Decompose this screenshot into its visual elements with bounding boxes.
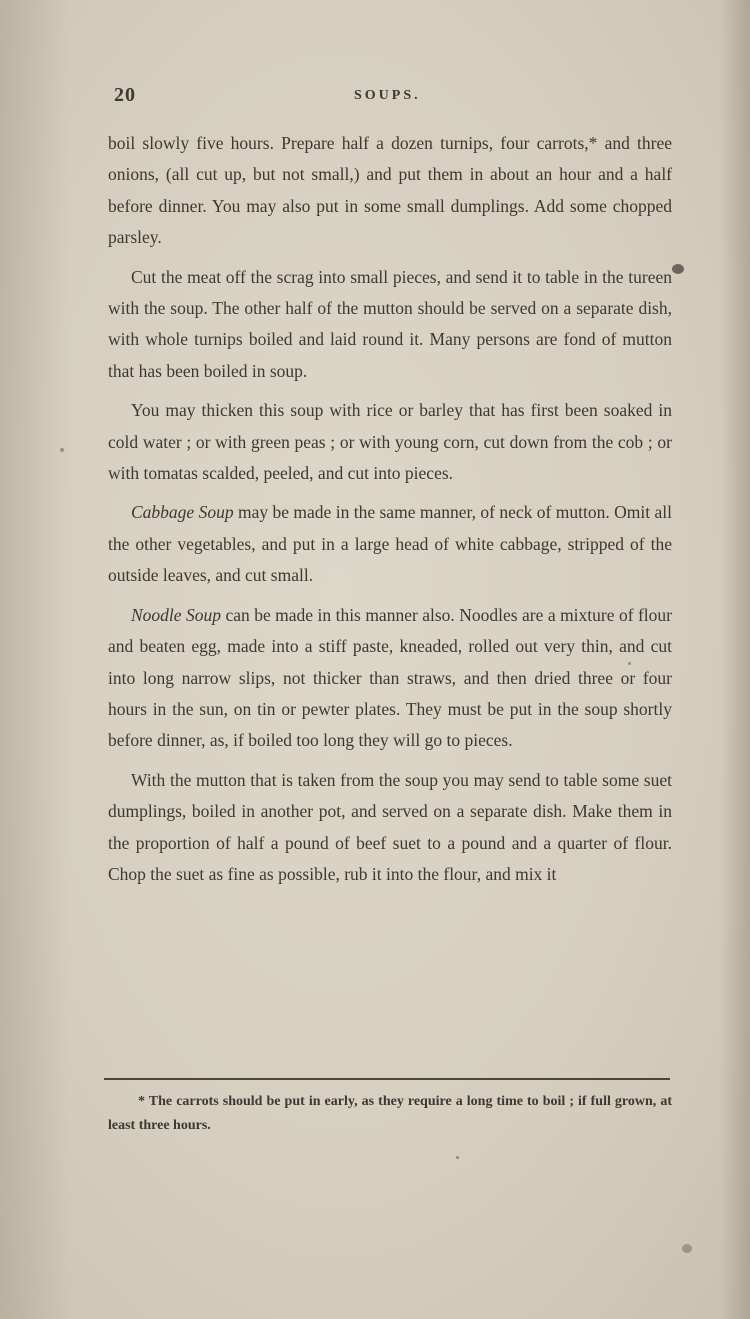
paper-speck — [60, 448, 64, 452]
paper-speck — [456, 1156, 459, 1159]
paragraph-1-line-2: carrots,* and three onions, (all cut up, but not small,) and put — [108, 133, 673, 185]
footnote — [108, 1090, 672, 1138]
paragraph-5 — [108, 600, 672, 757]
paragraph-5-text: can be made in this manner also. Noodles are a mixture of flour and beaten egg, made into a stiff paste, kneaded, rolled out very thin, and cut into long narrow slips, not thicker than straws, and then dried three or four hours in the sun, on tin or pewter plates. They must be put in the soup shortly before dinner, as, if boiled too long they will go to pieces. — [108, 604, 672, 751]
paragraph-2: Cut the meat off the scrag into small pieces, and send it to table in the tureen with the soup. The other half of the mutton should be served on a separate dish, with whole turnips boiled and laid round it. Many persons are fond of mutton that has been boiled in soup. — [108, 266, 672, 381]
paper-speck — [628, 662, 631, 665]
body-text — [108, 128, 672, 890]
recipe-title-cabbage-soup: Cabbage Soup — [131, 502, 234, 523]
paper-spot — [682, 1244, 692, 1253]
recipe-title-noodle-soup: Noodle Soup — [131, 604, 222, 625]
paragraph-1-line-5: parsley. — [108, 227, 162, 248]
paragraph-6: With the mutton that is taken from the soup you may send to table some suet dumplings, boiled in another pot, and served on a separate dish. Make them in the proportion of half a pound of beef suet to a pound and a quarter of flour. Chop the suet as fine as possible, rub it into the flour, and mix it — [108, 769, 672, 884]
footnote-rule — [104, 1078, 670, 1080]
running-head: SOUPS. — [354, 88, 421, 103]
paragraph-3: You may thicken this soup with rice or barley that has first been soaked in cold water ; or with green peas ; or with young corn, cut down from the cob ; or with tomatas scalded, peeled, and cut into pieces. — [108, 400, 672, 484]
paragraph-1-line-4: also put in some small dumplings. Add some chopped — [282, 195, 673, 216]
page-number: 20 — [114, 84, 136, 106]
paragraph-1-line-1: boil slowly five hours. Prepare half a dozen turnips, four — [108, 133, 530, 153]
footnote-text: * The carrots should be put in early, as they require a long time to boil ; if full grown, at least three hours. — [108, 1094, 672, 1133]
paragraph-4 — [108, 497, 672, 591]
paragraph-1 — [108, 128, 672, 254]
paragraph-1-line-3: them in about an hour and a half before dinner. You may — [108, 164, 673, 216]
ink-spot — [672, 264, 684, 274]
paragraph-4-text: may be made in the same manner, of neck of mutton. Omit all the other vegetables, and put in a large head of white cabbage, stripped of the outside leaves, and cut small. — [108, 502, 672, 586]
page-header — [108, 84, 672, 112]
